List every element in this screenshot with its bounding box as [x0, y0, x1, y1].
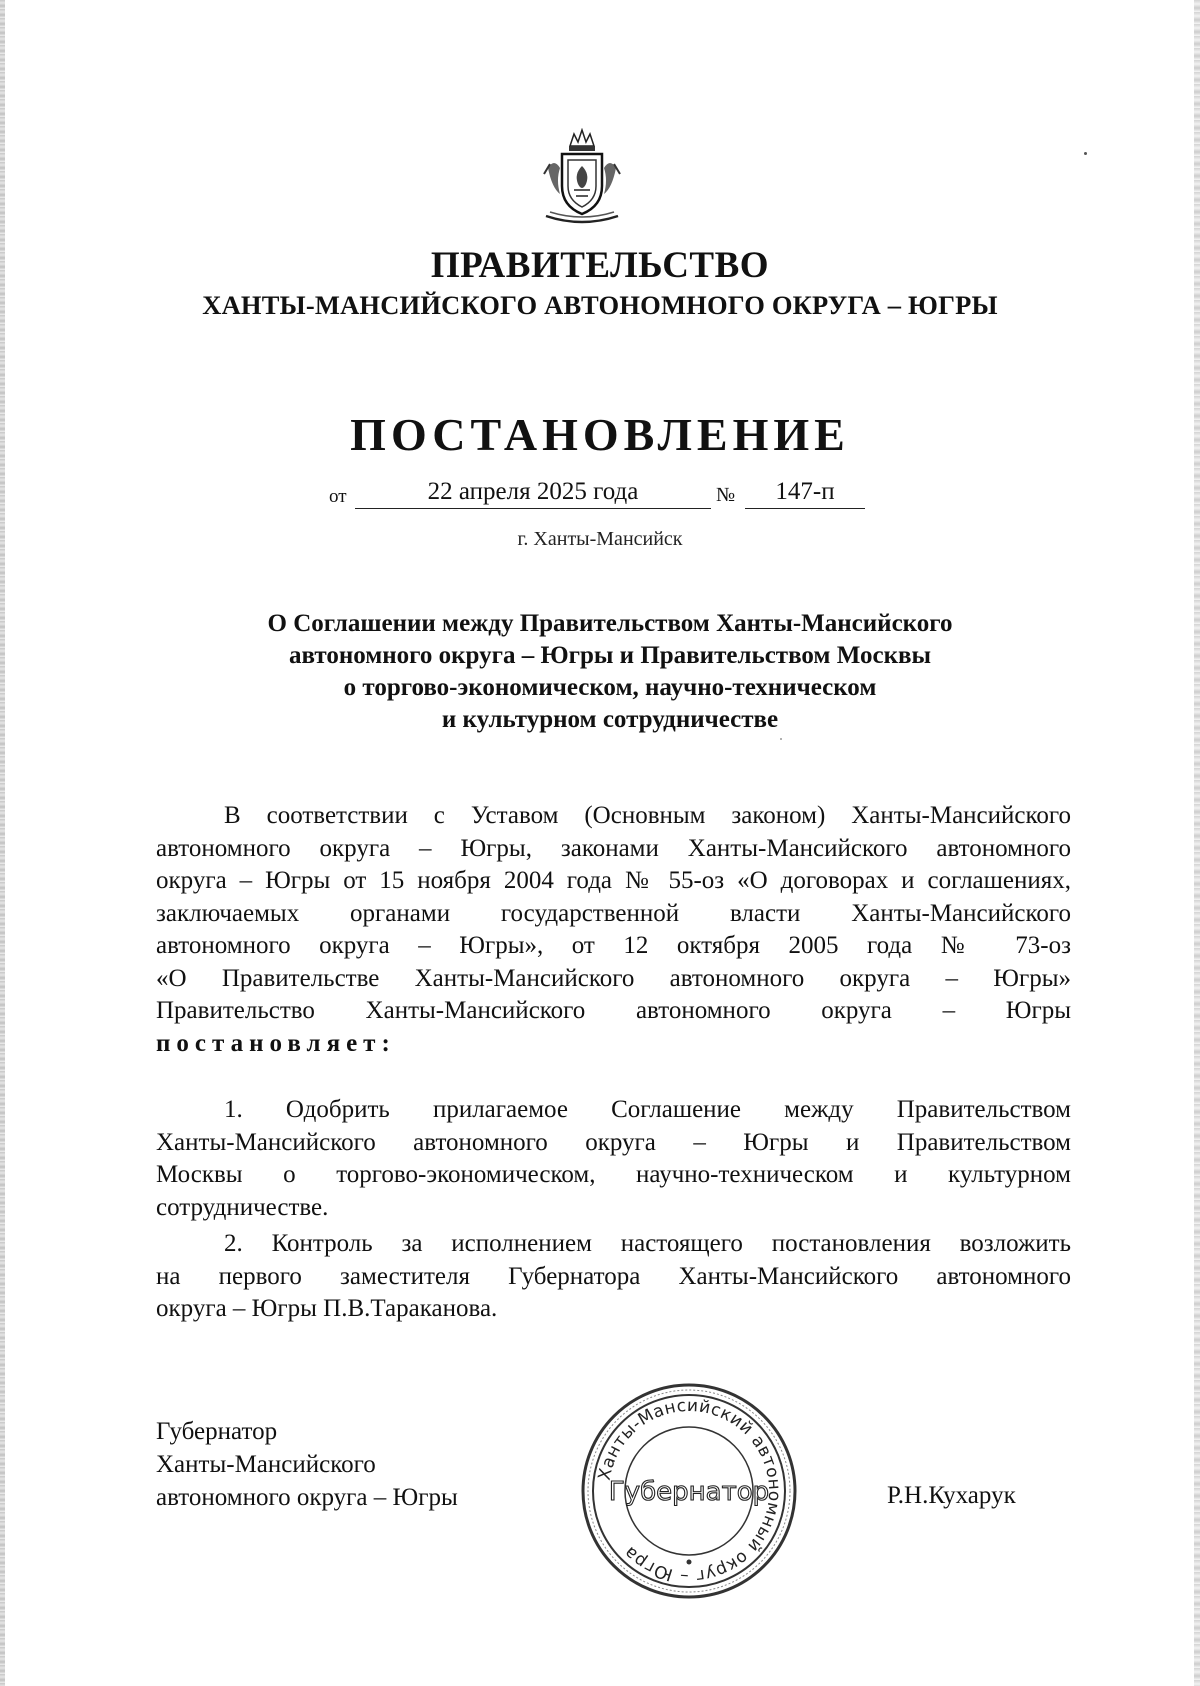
text-line: 1. Одобрить прилагаемое Соглашение между Правительством: [224, 1096, 1071, 1123]
text-line: Ханты-Мансийского автономного округа – Югры и Правительством: [156, 1128, 1071, 1156]
text-line: автономного округа – Югры», от 12 октября 2005 года № 73-оз: [156, 932, 1071, 959]
scan-speck: [780, 738, 782, 740]
signatory-title: [156, 1415, 458, 1514]
preamble-paragraph: [156, 800, 1071, 1060]
item-1-paragraph: [156, 1094, 1071, 1224]
signer-name: Р.Н.Кухарук: [887, 1482, 1016, 1509]
document-date: 22 апреля 2025 года: [355, 478, 711, 509]
subject-line: О Соглашении между Правительством Ханты-Мансийского: [267, 610, 953, 637]
number-prefix: №: [716, 484, 736, 506]
text-line: на первого заместителя Губернатора Ханты-Мансийского автономного: [156, 1262, 1071, 1290]
date-number-line: [0, 478, 1200, 510]
text-line: 2. Контроль за исполнением настоящего постановления возложить: [224, 1230, 1071, 1257]
signatory-title-line: автономного округа – Югры: [156, 1484, 458, 1511]
text-line: заключаемых органами государственной власти Ханты-Мансийского: [156, 899, 1071, 927]
text-line: автономного округа – Югры, законами Ханты-Мансийского автономного: [156, 834, 1071, 862]
subject-line: о торгово-экономическом, научно-техническом: [343, 674, 877, 701]
subject-line: автономного округа – Югры и Правительством Москвы: [288, 642, 931, 669]
city-line: г. Ханты-Мансийск: [517, 528, 683, 550]
item-2-paragraph: [156, 1228, 1071, 1326]
region-title: ХАНТЫ-МАНСИЙСКОГО АВТОНОМНОГО ОКРУГА – ЮГРЫ: [202, 290, 998, 320]
signatory-title-line: Губернатор: [156, 1418, 278, 1445]
seal-ring-text: Ханты-Мансийский автономный округ – Югра: [594, 1395, 785, 1587]
text-line: В соответствии с Уставом (Основным законом) Ханты-Мансийского: [224, 802, 1071, 829]
text-line: «О Правительстве Ханты-Мансийского автономного округа – Югры»: [156, 964, 1071, 992]
government-title: ПРАВИТЕЛЬСТВО: [430, 245, 770, 286]
document-subject: [150, 608, 1070, 736]
document-type: ПОСТАНОВЛЕНИЕ: [350, 409, 850, 460]
seal-center-text: Губернатор: [608, 1477, 770, 1507]
signatory-title-line: Ханты-Мансийского: [156, 1451, 376, 1478]
document-number: 147-п: [745, 478, 865, 509]
text-line: округа – Югры от 15 ноября 2004 года № 55-оз «О договорах и соглашениях,: [156, 867, 1071, 894]
subject-line: и культурном сотрудничестве: [441, 706, 779, 733]
date-prefix: от: [329, 486, 347, 507]
coat-of-arms-icon: [540, 128, 624, 228]
text-line: Москвы о торгово-экономическом, научно-техническом и культурном: [156, 1161, 1071, 1188]
scan-speck: [1084, 152, 1087, 155]
official-seal-icon: [578, 1380, 800, 1602]
text-line: Правительство Ханты-Мансийского автономного округа – Югры: [156, 997, 1071, 1024]
text-line: сотрудничестве.: [156, 1193, 329, 1221]
decree-word: постановляет:: [156, 1029, 396, 1057]
text-line: округа – Югры П.В.Тараканова.: [156, 1295, 498, 1322]
